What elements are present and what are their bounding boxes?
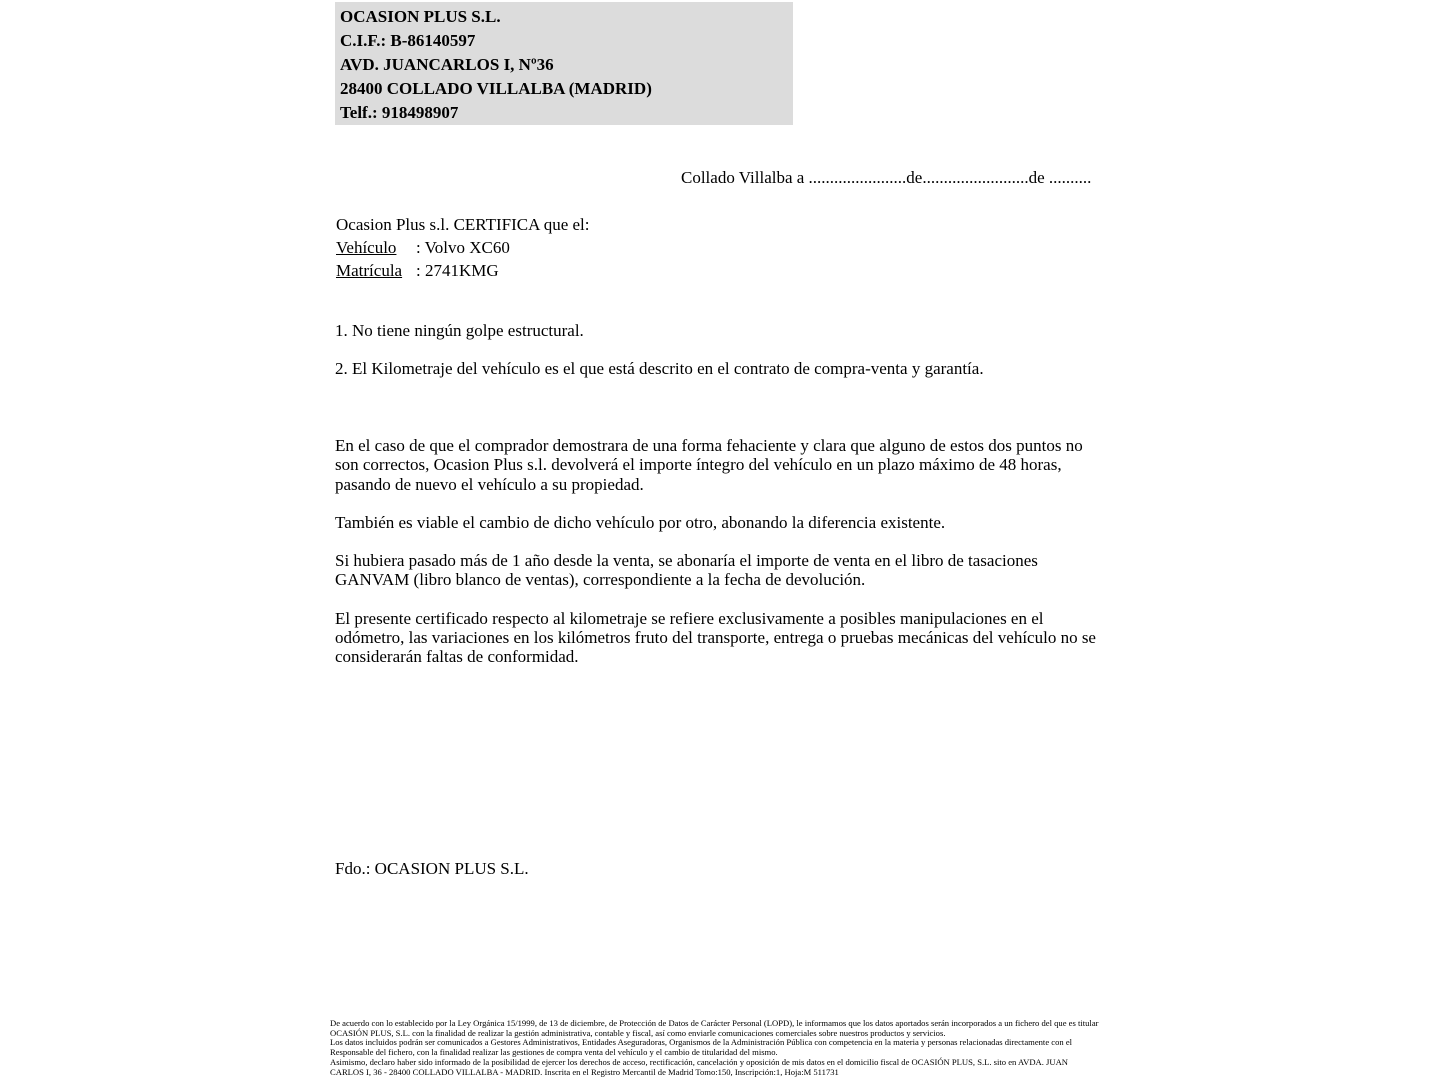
condition-item-1: 1. No tiene ningún golpe estructural. xyxy=(335,321,584,340)
company-phone: Telf.: 918498907 xyxy=(340,103,459,122)
company-address: AVD. JUANCARLOS I, Nº36 xyxy=(340,55,554,74)
condition-item-2: 2. El Kilometraje del vehículo es el que está descrito en el contrato de compra-venta y garantía. xyxy=(335,359,984,379)
condition-list xyxy=(335,321,1100,398)
company-city: 28400 COLLADO VILLALBA (MADRID) xyxy=(340,79,652,98)
paragraph-ganvam: Si hubiera pasado más de 1 año desde la venta, se abonaría el importe de venta en el libro de tasaciones GANVAM (libro blanco de ventas), correspondiente a la fecha de devolución. xyxy=(335,551,1038,590)
body-paragraphs xyxy=(335,436,1097,686)
plate-value: : 2741KMG xyxy=(416,261,499,280)
company-header xyxy=(335,2,793,125)
paragraph-exchange: También es viable el cambio de dicho vehículo por otro, abonando la diferencia existente. xyxy=(335,512,946,532)
company-cif: C.I.F.: B-86140597 xyxy=(340,31,476,50)
company-name: OCASION PLUS S.L. xyxy=(340,7,501,26)
date-line: Collado Villalba a .......................de.........................de .......... xyxy=(681,168,1092,187)
legal-paragraph-lopd: De acuerdo con lo establecido por la Ley Orgánica 15/1999, de 13 de diciembre, de Protección de Datos de Carácter Personal (LOPD), le informamos que los datos aportados serán incorporados a un fichero del que es titular OCASIÓN PLUS, S.L. con la finalidad de realizar la gestión administrativa, contable y fiscal, así como enviarle comunicaciones comerciales sobre nuestros productos y servicios. xyxy=(330,1018,1099,1038)
legal-notice xyxy=(330,1019,1102,1077)
paragraph-refund: En el caso de que el comprador demostrara de una forma fehaciente y clara que alguno de estos dos puntos no son correctos, Ocasion Plus s.l. devolverá el importe íntegro del vehículo en un plazo máximo de 48 horas, pasando de nuevo el vehículo a su propiedad. xyxy=(335,436,1083,494)
plate-label: Matrícula xyxy=(336,261,403,280)
vehicle-label: Vehículo xyxy=(336,238,397,257)
certifies-intro: Ocasion Plus s.l. CERTIFICA que el: xyxy=(336,215,590,234)
vehicle-value: : Volvo XC60 xyxy=(416,238,510,257)
legal-paragraph-rights: Asimismo, declaro haber sido informado de la posibilidad de ejercer los derechos de acceso, rectificación, cancelación y oposición de mis datos en el domicilio fiscal de OCASIÓN PLUS, S.L. sito en AVDA. JUAN CARLOS I, 36 - 28400 COLLADO VILLALBA - MADRID. Inscrita en el Registro Mercantil de Madrid Tomo:150, Inscripción:1, Hoja:M 511731 xyxy=(330,1056,1069,1077)
legal-paragraph-data-sharing: Los datos incluidos podrán ser comunicados a Gestores Administrativos, Entidades Aseguradoras, Organismos de la Administración Pública con competencia en la materia y personas relacionadas directamente con el Responsable del fichero, con la finalidad realizar las gestiones de compra venta del vehículo y el cambio de titularidad del mismo. xyxy=(330,1037,1073,1058)
certify-block xyxy=(336,213,590,282)
paragraph-odometer: El presente certificado respecto al kilometraje se refiere exclusivamente a posibles manipulaciones en el odómetro, las variaciones en los kilómetros fruto del transporte, entrega o pruebas mecánicas del vehículo no se considerarán faltas de conformidad. xyxy=(335,608,1096,667)
plate-row xyxy=(336,259,590,282)
signature-line: Fdo.: OCASION PLUS S.L. xyxy=(335,859,529,878)
vehicle-row xyxy=(336,236,590,259)
